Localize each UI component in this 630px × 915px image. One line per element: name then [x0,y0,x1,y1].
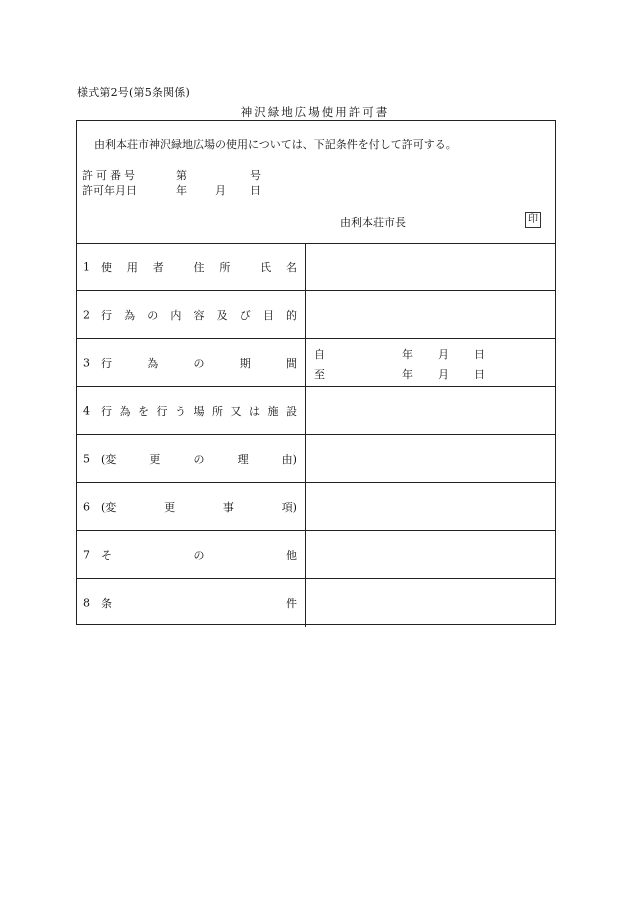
row-label [101,451,297,467]
form-row [77,291,555,339]
row-number: 4 [83,404,90,417]
row-label [101,259,297,275]
permit-number-label: 許可番号 [82,169,138,182]
row-number: 7 [83,548,90,561]
row-value-cell[interactable] [306,579,555,627]
row-label-char: の [193,548,205,562]
row-number: 8 [83,596,90,610]
row-label-cell [77,435,306,482]
row-value-cell[interactable] [306,339,555,386]
row-label-cell [77,243,306,290]
row-label-char: 項) [281,500,297,514]
form-row [77,387,555,435]
row-label-char: (変 [101,500,117,514]
period-to-month: 月 [438,368,449,381]
row-label-char: は [249,404,260,418]
row-label-char: 行 [156,404,168,418]
row-number: 2 [83,308,90,321]
row-label-char: 又 [230,404,242,418]
row-label-cell [77,579,306,627]
form-code: 様式第2号(第5条関係) [77,86,190,99]
row-number: 1 [83,260,90,273]
row-label [101,355,297,371]
permit-number-suffix: 号 [250,169,261,182]
row-label-char: 為 [119,404,131,418]
form-row [77,531,555,579]
row-number: 6 [83,500,90,513]
row-value-cell[interactable] [306,291,555,338]
row-label-char: 氏 [260,260,272,274]
form-row [77,435,555,483]
row-label-char: (変 [101,452,117,466]
row-label-char: 内 [170,308,182,322]
row-label-char: を [138,404,149,418]
row-label-char: 更 [149,452,161,466]
row-label-char: 所 [212,404,223,418]
row-label-char: 容 [193,308,205,322]
form-row [77,579,555,627]
row-label-cell [77,339,306,386]
period-to-year: 年 [402,368,413,381]
period-from-year: 年 [402,348,413,361]
row-label-char: の [193,356,205,370]
period-to-label: 至 [314,368,325,381]
row-label-char: 的 [286,308,297,322]
row-label-char: そ [101,548,112,562]
row-label [101,499,297,515]
row-label-char: 名 [286,260,297,274]
period-from-label: 自 [314,348,325,361]
row-number: 3 [83,356,90,369]
row-label-char: 場 [193,404,205,418]
permit-date-month: 月 [215,184,226,197]
row-value-cell[interactable] [306,531,555,578]
period-to-day: 日 [474,368,485,381]
row-label-char: 行 [101,308,112,322]
permit-date-label: 許可年月日 [82,184,137,197]
row-label-char: 条 [101,597,112,610]
row-label-char: の [147,308,159,322]
period-from-day: 日 [474,348,485,361]
row-label-char: 期 [239,356,251,370]
row-label-char: び [239,308,251,322]
row-label-char: 為 [147,356,159,370]
row-label-char: 他 [286,548,297,562]
row-label [101,547,297,563]
row-value-cell[interactable] [306,483,555,530]
row-label-char: 事 [222,500,234,514]
permit-date-year: 年 [176,184,187,197]
row-label-cell [77,291,306,338]
permit-date-day: 日 [250,184,261,197]
row-label-char: 者 [152,260,164,274]
row-label-char: 由) [281,452,297,466]
row-label-char: 行 [101,356,112,370]
row-label [101,595,297,611]
form-row [77,339,555,387]
form-row [77,483,555,531]
row-label-cell [77,483,306,530]
row-label-char: 使 [101,260,112,274]
row-number: 5 [83,452,90,465]
form-row [77,243,555,291]
row-label-char: 件 [286,597,297,610]
row-label [101,403,297,419]
row-label-char: 為 [124,308,136,322]
row-label-char: 施 [267,404,279,418]
period-from-month: 月 [438,348,449,361]
row-label-cell [77,531,306,578]
issuer-name: 由利本荘市長 [340,216,406,229]
row-value-cell[interactable] [306,243,555,290]
row-label-char: 目 [262,308,274,322]
row-label [101,307,297,323]
form-rows [77,243,555,627]
row-label-cell [77,387,306,434]
row-label-char: 用 [126,260,138,274]
permit-number-prefix: 第 [176,169,187,182]
row-label-char: 設 [286,404,297,418]
form-header-section [77,121,555,244]
row-label-char: 更 [164,500,176,514]
row-value-cell[interactable] [306,387,555,434]
row-label-char: 理 [237,452,249,466]
row-label-char: 間 [286,356,297,370]
row-label-char: 行 [101,404,112,418]
document-title: 神沢緑地広場使用許可書 [240,105,390,119]
row-label-char: 所 [219,260,231,274]
row-label-char: の [193,452,205,466]
row-label-char: う [175,404,186,418]
row-label-char: 住 [193,260,205,274]
seal-mark: 印 [525,212,541,228]
row-value-cell[interactable] [306,435,555,482]
permit-form-frame [76,120,556,625]
permit-statement: 由利本荘市神沢緑地広場の使用については、下記条件を付して許可する。 [94,138,457,151]
row-label-char: 及 [216,308,228,322]
